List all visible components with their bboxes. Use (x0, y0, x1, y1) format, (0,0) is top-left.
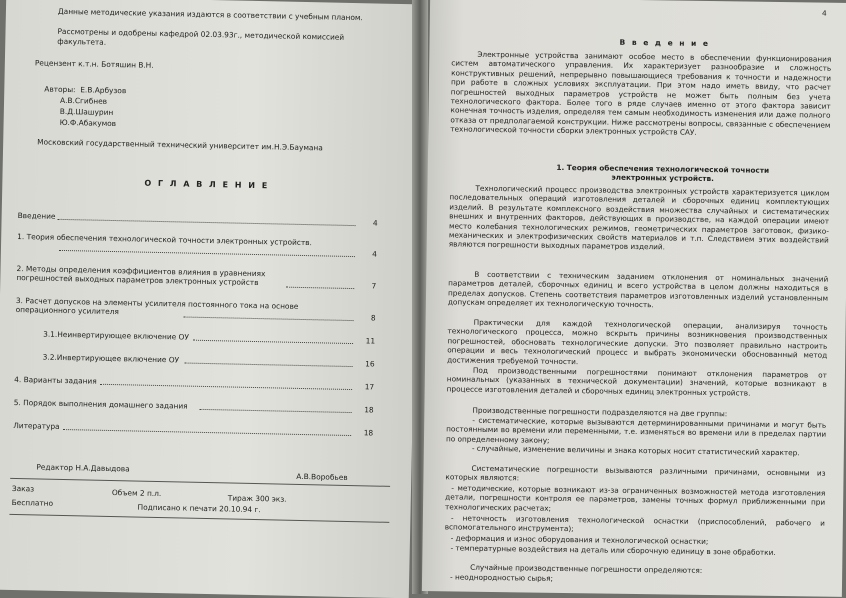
toc-leader (59, 250, 355, 257)
toc-entry-3[interactable] (16, 296, 376, 322)
list-item: - неоднородностью сырья; (450, 572, 554, 583)
toc-leader (63, 429, 351, 436)
toc-entry-page: 18 (363, 428, 374, 438)
toc-leader (185, 363, 353, 368)
right-page (422, 0, 846, 597)
section-1-paragraph-5: Производственные погрешности подразделяются на две группы: (472, 405, 728, 419)
toc-entry-text: 3.2.Инвертирующее включение ОУ (42, 352, 180, 365)
toc-entry-literature[interactable] (13, 421, 373, 438)
toc-entry-text: 3.1.Неинвертирующее включение ОУ (43, 329, 190, 342)
list-item: - деформация и износ оборудования и технологической оснастки; (450, 533, 709, 547)
toc-leader (286, 287, 354, 289)
toc-entry-5[interactable] (14, 398, 374, 415)
toc-entry-text: Литература (13, 420, 60, 431)
toc-leader (100, 384, 352, 390)
toc-entry-2[interactable] (16, 264, 376, 290)
toc-entry-page: 17 (364, 382, 375, 392)
list-item: - температурные воздействия на деталь или сборочную единицу в зоне обработки. (450, 543, 776, 557)
list-item: - систематические, которые вызываются детерминированными причинами и могут быть постоянными во времени или переменными, т.е. изменяться во времени или в пределах партии по определенному закону; (445, 415, 827, 445)
toc-entry-page: 4 (372, 218, 378, 228)
intro-title: В в е д е н и е (619, 37, 711, 49)
toc-entry-page: 7 (371, 281, 377, 291)
toc-entry-1[interactable] (17, 232, 378, 259)
toc-entry-page: 18 (364, 405, 374, 415)
toc-entry-3-2[interactable] (15, 352, 375, 369)
imprint-signed: Подписано к печати 20.10.94 г. (137, 502, 261, 515)
toc-leader (58, 219, 356, 226)
toc-entry-page: 11 (365, 336, 376, 346)
imprint-free: Бесплатно (11, 497, 54, 508)
editor-name-2: А.В.Воробьев (296, 471, 348, 482)
approval-text-1: Данные методические указания издаются в соответствии с учебным планом. (57, 6, 363, 23)
list-item: - неточность изготовления технологической оснастки (приспособлений, рабочего и вспомогательного инструмента); (444, 513, 825, 534)
section-1-paragraph-4: Под производственными погрешностями понимают отклонения параметров от номинальных (указанных в технической документации) значений, которые возникают в процессе изготовления деталей и сборочных единиц электронных устройств. (446, 365, 827, 398)
toc-entry-text: 2. Методы определения коэффициентов влияния в уравнениях погрешностей выходных параметров электронных устройств (16, 263, 266, 288)
list-item: - методические, которые возникают из-за ограниченных возможностей метода изготовления детали, погрешности контроля ее параметров, замены точных формул приближенными при технологических расчетах; (444, 483, 826, 513)
toc-entry-text: 5. Порядок выполнения домашнего задания (13, 397, 188, 411)
toc-entry-page: 4 (372, 249, 378, 259)
author-3: В.Д.Шашурин (59, 106, 114, 117)
toc-entry-text: 3. Расчет допусков на элементы усилителя постоянного тока на основе операционного усилителя (15, 295, 299, 317)
imprint-circulation: Тираж 300 экз. (227, 493, 287, 504)
toc-entry-4[interactable] (14, 375, 374, 392)
toc-entry-text: 1. Теория обеспечения технологической точности электронных устройств. (17, 232, 313, 248)
toc-entry-page: 16 (365, 359, 375, 369)
section-1-paragraph-3: Практически для каждой технологической операции, анализируя точность технологического процесса, можно вскрыть причины возникновения производственных погрешностей, обосновать технологические допуски. Это позволяет правильно настроить операции и весь технологический процесс и выбрать экономически обоснованный метод достижения требуемой точности. (447, 317, 828, 366)
editor: Редактор Н.А.Давыдова (36, 462, 130, 474)
university: Московский государственный технический университет им.Н.Э.Баумана (37, 137, 323, 153)
intro-paragraph: Электронные устройства занимают особое место в обеспечении функционирования систем автоматического управления. Их характеризует разнообразие и сложность конструктивных решений, непрерывно повышающиеся требования к точности и надежности при работе в сложных условиях эксплуатации. При этом надо иметь ввиду, что расчет погрешностей выходных параметров устройств не может быть полным без учета технологического фактора. Более того в ряде случаев именно от этого фактора зависит конечная точность изделия, определяя тем самым необходимость изменения или даже полного отказа от предполагаемой конструкции. Ниже рассмотрены вопросы, связанные с обеспечением технологической точности сборки электронных устройств САУ. (450, 49, 832, 138)
author-1: Е.В.Арбузов (80, 85, 127, 96)
page-number: 4 (821, 8, 827, 18)
contents-title: О Г Л А В Л Е Н И Е (144, 178, 270, 191)
section-1-paragraph-1: Технологический процесс производства электронных устройств характеризуется циклом последовательных операций изготовления деталей и сборочных единиц комплектующих изделий. В результате комплексного воздействия множества случайных и систематических внешних и внутренних факторов, действующих в производстве, на каждой операции имеют место колебания технологических режимов, геометрических параметров заготовок, физико-механических и электрофизических свойств материалов и т.п. Следствием этих воздействий являются погрешности выходных параметров изделий. (448, 183, 830, 252)
toc-leader (193, 340, 353, 344)
imprint-order: Заказ (11, 483, 35, 494)
approval-text-2: Рассмотрены и одобрены кафедрой 02.03.93г., методической комиссией факультета. (57, 26, 345, 47)
list-item: - случайные, изменение величины и знака которых носит статистический характер. (471, 443, 800, 458)
author-4: Ю.Ф.Абакумов (59, 117, 117, 129)
toc-entry-intro[interactable] (18, 211, 378, 228)
toc-entry-page: 8 (370, 313, 376, 323)
section-1-paragraph-7: Случайные производственные погрешности определяются: (470, 562, 703, 575)
toc-leader (200, 409, 352, 413)
imprint-rule-bottom (9, 514, 389, 523)
imprint-volume: Объем 2 п.л. (111, 488, 162, 499)
section-1-paragraph-6: Систематические погрешности вызываются различными причинами, основными из которых являются: (445, 463, 826, 483)
left-page (0, 0, 421, 598)
toc-entry-text: 4. Варианты задания (14, 374, 97, 386)
toc-entry-3-1[interactable] (15, 329, 375, 346)
reviewer: Рецензент к.т.н. Ботяшин В.Н. (34, 58, 154, 70)
section-1-title: 1. Теория обеспечения технологической точности электронных устройств. (556, 162, 770, 184)
authors-label: Авторы: (44, 84, 76, 95)
author-2: А.В.Сгибнев (59, 95, 108, 106)
toc-entry-text: Введение (17, 211, 56, 221)
section-1-paragraph-2: В соответствии с техническим заданием отклонения от номинальных значений параметров деталей, сборочных единиц и всего устройства в целом должны находиться в пределах допусков. Степень соответствия параметров изготовленных изделий установленным допускам определяет их технологическую точность. (447, 269, 829, 310)
